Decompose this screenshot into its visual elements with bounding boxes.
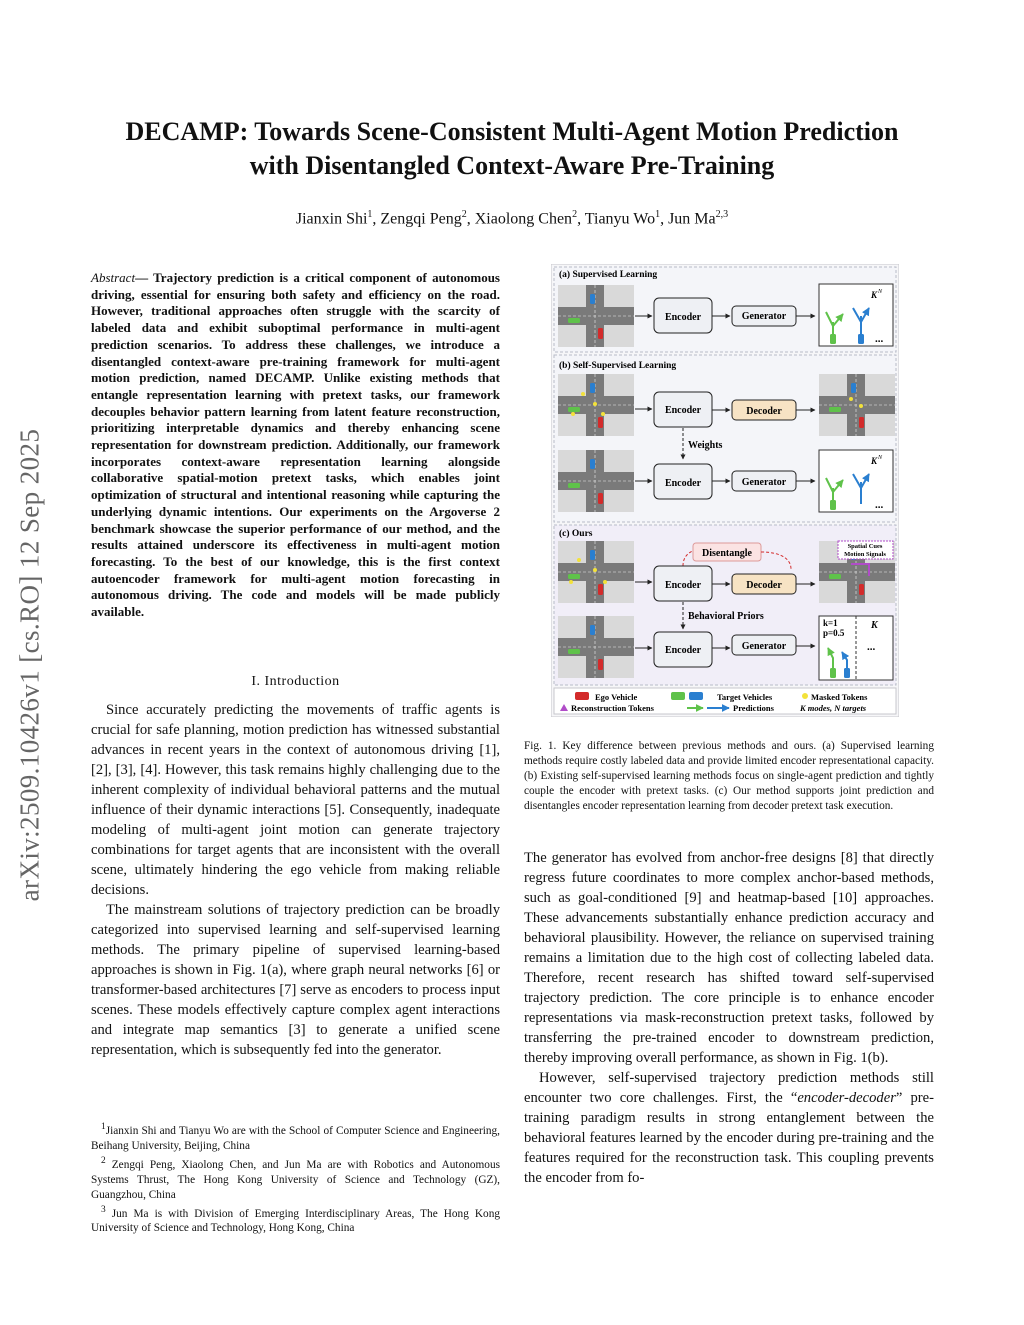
svg-text:Motion Signals: Motion Signals — [844, 551, 886, 558]
caption-label: Fig. 1. — [524, 740, 557, 752]
svg-text:Ego Vehicle: Ego Vehicle — [595, 692, 638, 702]
svg-text:K: K — [871, 456, 878, 466]
svg-text:Target Vehicles: Target Vehicles — [717, 692, 773, 702]
svg-text:Decoder: Decoder — [746, 406, 782, 417]
title-line-2: with Disentangled Context-Aware Pre-Training — [249, 151, 775, 180]
svg-text:Decoder: Decoder — [746, 580, 782, 591]
svg-text:N: N — [878, 289, 883, 295]
svg-text:Generator: Generator — [741, 641, 787, 652]
author: Jianxin Shi — [295, 210, 368, 228]
svg-text:...: ... — [867, 641, 876, 653]
abstract-text: — Trajectory prediction is a critical component of autonomous driving, essential for ensuring both safety and efficiency on the road. However, traditional approaches often struggle with the scarcity of labeled data and exhibit suboptimal performance in multi-agent prediction scenarios. To address these challenges, we introduce a disentangled context-aware pre-training framework for multi-agent motion prediction, named DECAMP. Unlike existing methods that entangle representation learning with pretext tasks, our framework decouples behavior pattern learning from latent feature reconstruction, prioritizing interpretable dynamics and thereby enhancing scene representation for downstream prediction. Additionally, our framework incorporates context-aware representation learning alongside collaborative spatial-motion pretext tasks, which enables joint optimization of structural and intentional reasoning while capturing the underlying dynamic intentions. Our experiments on the Argoverse 2 benchmark showcase the superior performance of our method, and the results attained underscore its effectiveness in multi-agent motion forecasting. To the best of our knowledge, this is the first context autoencoder framework for multi-agent motion forecasting in autonomous driving. The code and models will be made publicly available. — [91, 270, 500, 620]
svg-text:Encoder: Encoder — [664, 312, 702, 323]
svg-text:N: N — [878, 455, 883, 461]
footnote: $^1$Jianxin Shi and Tianyu Wo are with the School of Computer Science and Engineering, Beihang University, Beijing, China — [91, 1122, 500, 1152]
section-heading: I. Introduction — [251, 674, 340, 689]
paper-title — [70, 115, 954, 183]
svg-text:Generator: Generator — [741, 311, 787, 322]
figure-caption — [524, 739, 934, 814]
figure-1 — [551, 264, 899, 717]
svg-text:k=1: k=1 — [823, 618, 838, 628]
target-vehicle-icon — [671, 692, 685, 700]
masked-token-icon — [802, 693, 808, 699]
svg-text:Weights: Weights — [688, 440, 723, 451]
svg-text:Reconstruction Tokens: Reconstruction Tokens — [571, 703, 654, 713]
panel-a-label: (a) Supervised Learning — [559, 270, 658, 280]
svg-text:Behavioral Priors: Behavioral Priors — [688, 611, 764, 622]
left-column-body — [91, 700, 500, 1060]
author: Xiaolong Chen — [474, 210, 573, 228]
paragraph: Since accurately predicting the movements of traffic agents is crucial for safe planning, motion prediction has witnessed substantial advances in recent years in the context of autonomous driving [1], [2], [3], [4]. However, this task remains highly challenging due to the inherent complexity of individual behavioral patterns and the mutual influence of their dynamic interactions [5]. Consequently, inadequate modeling of multi-agent joint motion can generate trajectory combinations for target agents that are inconsistent with the overall scene, ultimately hindering the ego vehicle from making reliable decisions. — [91, 702, 500, 898]
svg-text:K modes, N targets: K modes, N targets — [800, 703, 867, 713]
panel-c-label: (c) Ours — [559, 529, 593, 539]
footnote: $^3$ Jun Ma is with Division of Emerging Interdisciplinary Areas, The Hong Kong University of Science and Technology, Hong Kong, China — [91, 1204, 500, 1235]
paragraph: The mainstream solutions of trajectory prediction can be broadly categorized into supervised learning and self-supervised learning methods. The primary pipeline of supervised learning-based approaches is shown in Fig. 1(a), where graph neural networks [6] or transformer-based architectures [7] serve as encoders to process input scenes. These models effectively capture complex agent interactions and integrate map semantics [3] to generate a unified scene representation, which is subsequently fed into the generator. — [91, 902, 500, 1058]
svg-text:Masked Tokens: Masked Tokens — [811, 692, 868, 702]
arxiv-sidebar — [10, 372, 50, 957]
ego-vehicle-icon — [575, 692, 589, 700]
footnotes — [91, 1120, 500, 1236]
right-column-body — [524, 848, 934, 1188]
paragraph: However, self-supervised trajectory prediction methods still encounter two core challenges. First, the “encoder-decoder” pre-training paradigm results in strong entanglement between the behavioral features learned by the encoder during pre-training and the features required for the reconstruction task. This coupling prevents the encoder from fo- — [524, 1070, 934, 1186]
caption-text: Key difference between previous methods and ours. (a) Supervised learning methods require costly labeled data and provide limited encoder representational capacity. (b) Existing self-supervised learning methods focus on single-agent prediction and tightly couple the encoder with pretext tasks. (c) Our method supports joint prediction and disentangles encoder representation learning from decoder pretext task execution. — [524, 740, 934, 812]
svg-text:Disentangle: Disentangle — [702, 548, 752, 559]
svg-text:Encoder: Encoder — [664, 645, 702, 656]
paragraph: The generator has evolved from anchor-free designs [8] that directly regress future coordinates to more complex anchor-based methods, such as goal-conditioned [9] and heatmap-based [10] approaches. These advancements substantially enhance prediction accuracy and behavioral plausibility. However, the reliance on supervised training remains a limitation due to the high cost of collecting labeled data. Therefore, recent research has shifted toward self-supervised trajectory prediction. The core principle is to enhance encoder representations via mask-reconstruction pretext tasks, followed by transferring the pre-trained encoder to downstream prediction, thereby improving overall performance, as shown in Fig. 1(b). — [524, 850, 934, 1066]
arxiv-id: arXiv:2509.10426v1 [cs.RO] 12 Sep 2025 — [14, 428, 45, 901]
svg-text:p=0.5: p=0.5 — [823, 628, 845, 638]
author: Jun Ma — [668, 210, 716, 228]
svg-text:Encoder: Encoder — [664, 405, 702, 416]
svg-text:Encoder: Encoder — [664, 580, 702, 591]
abstract — [91, 270, 500, 621]
author: Zengqi Peng — [380, 210, 462, 228]
svg-text:Predictions: Predictions — [733, 703, 774, 713]
author-list: Jianxin Shi$^1$, Zengqi Peng$^2$, Xiaolong Chen$^2$, Tianyu Wo$^1$, Jun Ma$^{2,3}$ — [295, 209, 729, 228]
svg-text:...: ... — [875, 333, 884, 345]
svg-text:Spatial Cues: Spatial Cues — [847, 543, 883, 550]
author: Tianyu Wo — [584, 210, 656, 228]
title-line-1: DECAMP: Towards Scene-Consistent Multi-Agent Motion Prediction — [125, 117, 899, 146]
panel-b-label: (b) Self-Supervised Learning — [559, 361, 677, 371]
footnote: $^2$ Zengqi Peng, Xiaolong Chen, and Jun Ma are with Robotics and Autonomous Systems Thrust, The Hong Kong University of Science and Technology (GZ), Guangzhou, China — [91, 1155, 500, 1201]
svg-text:...: ... — [875, 499, 884, 511]
svg-text:K: K — [871, 290, 878, 300]
svg-text:Generator: Generator — [741, 477, 787, 488]
svg-text:Encoder: Encoder — [664, 478, 702, 489]
abstract-label: Abstract — [91, 270, 136, 285]
svg-text:K: K — [871, 620, 878, 631]
